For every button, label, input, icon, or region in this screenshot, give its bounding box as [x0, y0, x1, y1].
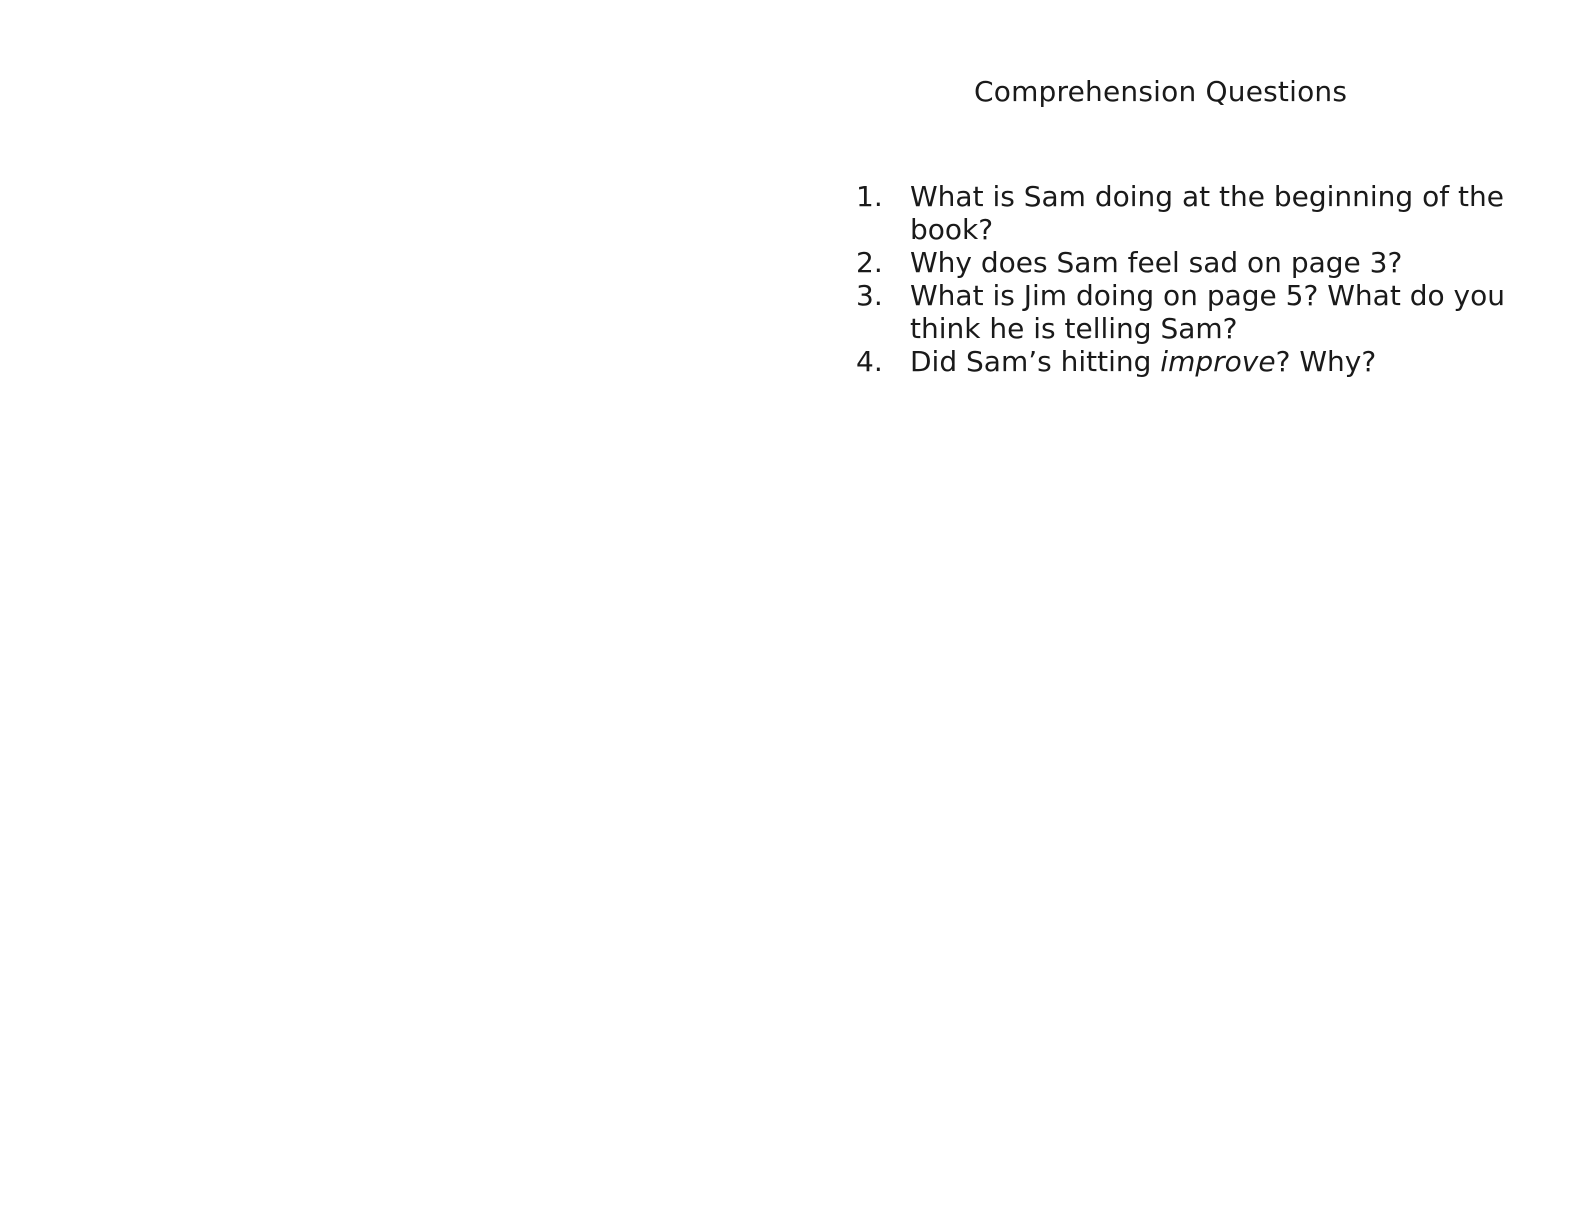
- question-item: [856, 180, 1516, 246]
- question-text-emphasis: improve: [1160, 345, 1276, 378]
- questions-panel: [856, 70, 1516, 378]
- question-number: 3.: [856, 279, 883, 312]
- question-text-end: ? Why?: [1275, 345, 1377, 378]
- question-number: 1.: [856, 180, 883, 213]
- page-title: Comprehension Questions: [974, 75, 1348, 108]
- question-text-start: Did Sam’s hitting: [910, 345, 1161, 378]
- question-number: 4.: [856, 345, 883, 378]
- question-item: [856, 345, 1516, 378]
- question-text: What is Jim doing on page 5? What do you think he is telling Sam?: [910, 279, 1505, 345]
- question-list: [856, 180, 1516, 378]
- question-item: [856, 279, 1516, 345]
- question-text: [910, 345, 1516, 378]
- question-item: [856, 246, 1516, 279]
- question-text: What is Sam doing at the beginning of the book?: [910, 180, 1504, 246]
- question-text: Why does Sam feel sad on page 3?: [910, 246, 1403, 279]
- question-number: 2.: [856, 246, 883, 279]
